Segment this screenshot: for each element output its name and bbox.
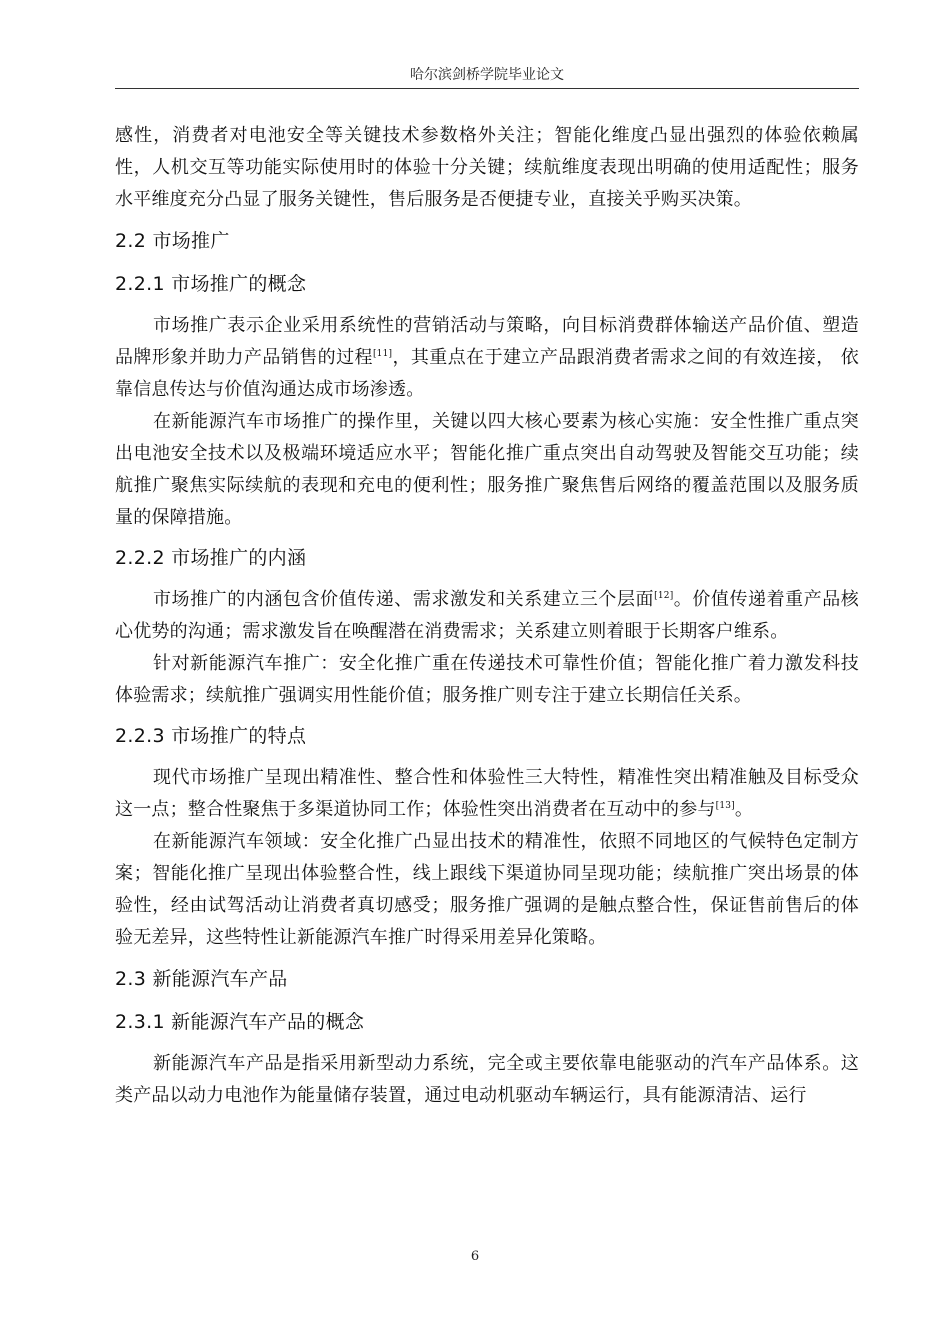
section-heading-2-3: 2.3 新能源汽车产品 xyxy=(115,968,288,990)
page-number: 6 xyxy=(470,1249,480,1264)
citation-ref: [11] xyxy=(372,349,393,359)
paragraph-text: 市场推广的内涵包含价值传递、需求激发和关系建立三个层面 xyxy=(153,589,655,610)
document-body xyxy=(115,120,859,1112)
paragraph xyxy=(115,584,859,648)
paragraph: 在新能源汽车市场推广的操作里，关键以四大核心要素为核心实施：安全性推广重点突出电池安全技术以及极端环境适应水平；智能化推广重点突出自动驾驶及智能交互功能；续航推广聚焦实际续航的表现和充电的便利性；服务推广聚焦售后网络的覆盖范围以及服务质量的保障措施。 xyxy=(115,411,859,528)
subsection-heading-2-2-2: 2.2.2 市场推广的内涵 xyxy=(115,547,307,569)
paragraph-text: ，其重点在于建立产品跟消费者需求之间的有效连接， 依靠信息传达与价值沟通达成市场渗透。 xyxy=(115,347,859,400)
paragraph-text: 。 xyxy=(734,799,754,820)
paragraph xyxy=(115,762,859,826)
paragraph-text: 市场推广表示企业采用系统性的营销活动与策略，向目标消费群体输送产品价值、塑造品牌形象并助力产品销售的过程 xyxy=(115,315,859,368)
citation-ref: [13] xyxy=(715,801,735,811)
paragraph-text: 。价值传递着重产品核心优势的沟通；需求激发旨在唤醒潜在消费需求；关系建立则着眼于长期客户维系。 xyxy=(115,589,860,642)
section-heading-2-2: 2.2 市场推广 xyxy=(115,230,230,252)
subsection-heading-2-3-1: 2.3.1 新能源汽车产品的概念 xyxy=(115,1011,365,1033)
citation-ref: [12] xyxy=(654,591,674,601)
running-header: 哈尔滨剑桥学院毕业论文 xyxy=(410,67,564,83)
paragraph-text: 现代市场推广呈现出精准性、整合性和体验性三大特性，精准性突出精准触及目标受众这一点；整合性聚焦于多渠道协同工作；体验性突出消费者在互动中的参与 xyxy=(115,767,859,820)
paragraph: 在新能源汽车领域：安全化推广凸显出技术的精准性，依照不同地区的气候特色定制方案；智能化推广呈现出体验整合性，线上跟线下渠道协同呈现功能；续航推广突出场景的体验性，经由试驾活动让消费者真切感受；服务推广强调的是触点整合性，保证售前售后的体验无差异，这些特性让新能源汽车推广时得采用差异化策略。 xyxy=(115,831,859,948)
paragraph xyxy=(115,310,859,406)
subsection-heading-2-2-1: 2.2.1 市场推广的概念 xyxy=(115,273,307,295)
paragraph: 针对新能源汽车推广：安全化推广重在传递技术可靠性价值；智能化推广着力激发科技体验需求；续航推广强调实用性能价值；服务推广则专注于建立长期信任关系。 xyxy=(115,653,859,706)
subsection-heading-2-2-3: 2.2.3 市场推广的特点 xyxy=(115,725,307,747)
paragraph: 新能源汽车产品是指采用新型动力系统，完全或主要依靠电能驱动的汽车产品体系。这类产品以动力电池作为能量储存装置，通过电动机驱动车辆运行，具有能源清洁、运行 xyxy=(115,1053,859,1106)
header-divider xyxy=(115,88,859,89)
paragraph: 感性，消费者对电池安全等关键技术参数格外关注；智能化维度凸显出强烈的体验依赖属性，人机交互等功能实际使用时的体验十分关键；续航维度表现出明确的使用适配性；服务水平维度充分凸显了服务关键性，售后服务是否便捷专业，直接关乎购买决策。 xyxy=(115,125,859,210)
